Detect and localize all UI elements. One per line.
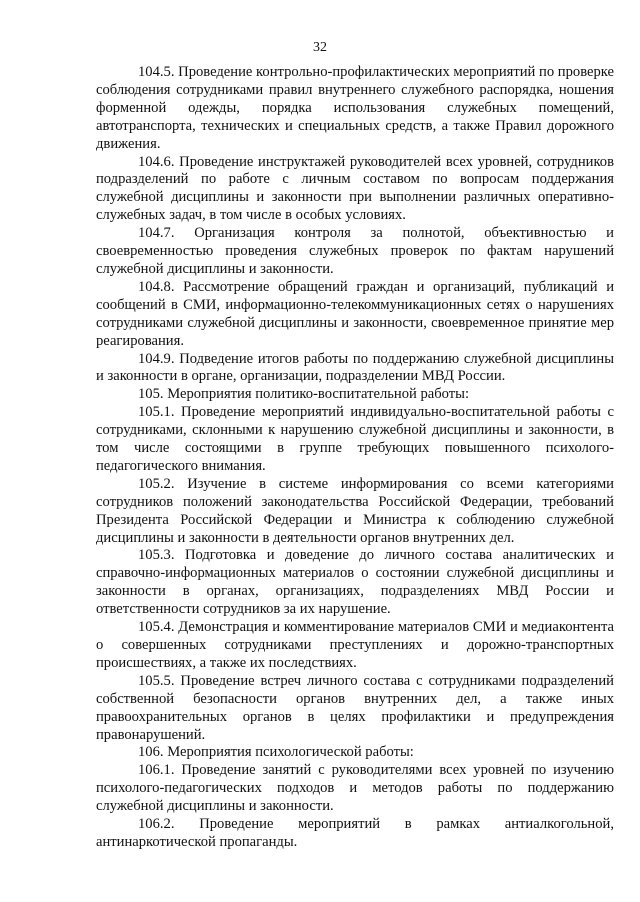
paragraph-106-heading: 106. Мероприятия психологической работы:: [138, 744, 414, 761]
paragraph-105-1: 105.1. Проведение мероприятий индивидуально-воспитательной работы с сотрудниками, склонными к нарушению служебной дисциплины и законности, в том числе состоящими в группе требующих повышенного психолого-педагогического внимания.: [96, 404, 614, 474]
paragraph-104-7: 104.7. Организация контроля за полнотой, объективностью и своевременностью проведения служебных проверок по фактам нарушений служебной дисциплины и законности.: [96, 225, 614, 277]
paragraph-105-5: 105.5. Проведение встреч личного состава с сотрудниками подразделений собственной безопасности органов внутренних дел, а также иных правоохранительных органов в целях профилактики и предупреждения правонарушений.: [96, 672, 614, 743]
paragraph-104-5: 104.5. Проведение контрольно-профилактических мероприятий по проверке соблюдения сотрудниками правил внутреннего служебного распорядка, ношения форменной одежды, порядка использования служебных помещений, автотранспорта, технических и специальных средств, а также Правил дорожного движения.: [96, 64, 614, 152]
paragraph-106-1: 106.1. Проведение занятий с руководителями всех уровней по изучению психолого-педагогических подходов и методов работы по поддержанию служебной дисциплины и законности.: [96, 762, 614, 815]
paragraph-105-3: 105.3. Подготовка и доведение до личного состава аналитических и справочно-информационных материалов о состоянии служебной дисциплины и законности в органах, организациях, подразделениях МВД России и ответственности сотрудников за их нарушение.: [96, 547, 614, 618]
paragraph-105-4: 105.4. Демонстрация и комментирование материалов СМИ и медиаконтента о совершенных сотрудниками преступлениях и дорожно-транспортных происшествиях, а также их последствиях.: [96, 619, 614, 671]
paragraph-104-9: 104.9. Подведение итогов работы по поддержанию служебной дисциплины и законности в органе, организации, подразделении МВД России.: [96, 350, 614, 385]
paragraph-106-2: 106.2. Проведение мероприятий в рамках антиалкогольной, антинаркотической пропаганды.: [96, 816, 614, 850]
paragraph-104-6: 104.6. Проведение инструктажей руководителей всех уровней, сотрудников подразделений по работе с личным составом по вопросам поддержания служебной дисциплины и законности при выполнении различных оперативно-служебных задач, в том числе в особых условиях.: [96, 153, 614, 224]
document-body: [96, 64, 614, 852]
paragraph-104-8: 104.8. Рассмотрение обращений граждан и организаций, публикаций и сообщений в СМИ, информационно-телекоммуникационных сетях о нарушениях сотрудниками служебной дисциплины и законности, своевременное принятие мер реагирования.: [96, 278, 614, 349]
paragraph-105-2: 105.2. Изучение в системе информирования со всеми категориями сотрудников положений законодательства Российской Федерации, требований Президента Российской Федерации и Министра к соблюдению служебной дисциплины и законности в деятельности органов внутренних дел.: [96, 475, 614, 546]
paragraph-105-heading: 105. Мероприятия политико-воспитательной работы:: [138, 386, 470, 403]
page-number: 32: [313, 40, 327, 55]
